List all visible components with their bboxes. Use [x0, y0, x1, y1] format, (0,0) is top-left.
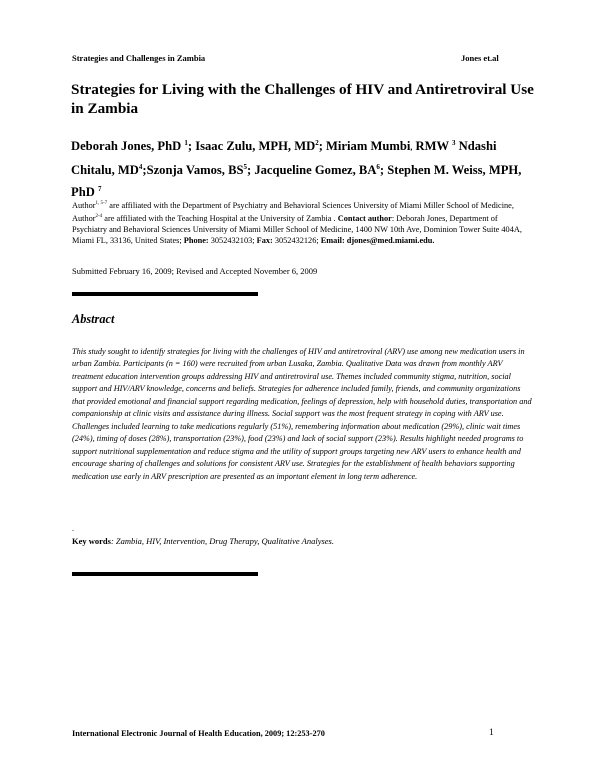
keywords-label: Key words — [72, 536, 111, 546]
abstract-heading: Abstract — [72, 312, 115, 326]
journal-citation-footer: International Electronic Journal of Health Education, 2009; 12:253-270 — [72, 729, 325, 738]
running-header-authors: Jones et.al — [461, 53, 499, 63]
keywords-line — [72, 536, 334, 546]
running-header-title: Strategies and Challenges in Zambia — [72, 53, 206, 63]
contact-email: djones@med.miami.edu. — [346, 236, 435, 246]
abstract-body: This study sought to identify strategies for living with the challenges of HIV and antiretroviral (ARV) use among new medication users in urban Zambia. Participants (n = 160) were recruited from urban Lusaka, Zambia. Qualitative Data was drawn from monthly ARV treatment education intervention groups addressing HIV and antiretroviral use. Themes included community stigma, nutrition, social support and HIV/ARV knowledge, concerns and beliefs. Strategies for adherence included family, friends, and community organizations that provided emotional and financial support regarding medication, feelings of depression, help with household duties, transportation and companionship at clinic visits and assistance during illness. Social support was the most frequent strategy in coping with ARV use. Challenges included learning to take medications regularly (51%), remembering information about medication (29%), clinic wait times (24%), timing of doses (28%), transportation (23%), food (23%) and lack of social support (23%). Results highlight needed programs to support nutritional supplementation and reduce stigma and the utility of support groups targeting new ARV users to enhance health and encourage sharing of challenges and solutions for consistent ARV use. Strategies for the establishment of health behaviors supporting medication use early in ARV prescription are presented as an important element in long term adherence. — [72, 347, 532, 481]
affiliation-block: Author$^{1, 5-7}$ are affiliated with the Department of Psychiatry and Behavioral Sciences University of Miami Miller School of Medicine, Author$^{2-4}$ are affiliated with the Teaching Hospital at the University of Zambia . Contact author: Deborah Jones, Department of Psychiatry and Behavioral Sciences University of Miami Miller School of Medicine, 1400 NW 10th Ave, Dominion Tower Suite 404A, Miami FL, 33136, United States; Phone: 3052432103; Fax: 3052432126; Email: djones@med.miami.edu. — [72, 200, 522, 246]
section-divider-bottom — [72, 572, 258, 576]
keywords-value: : Zambia, HIV, Intervention, Drug Therapy, Qualitative Analyses. — [110, 536, 334, 546]
section-divider-top — [72, 292, 258, 296]
contact-label: Contact author — [337, 213, 392, 223]
stray-dot: . — [72, 524, 74, 533]
page-number: 1 — [489, 728, 494, 738]
author-list: Deborah Jones, PhD $^1$; Isaac Zulu, MPH, $MD^2$; Miriam Mumbi, RMW $^3$ Ndashi Chitalu, $MD^4;Szonja$ Vamos, $BS^5$; Jacqueline Gomez, $BA^6$; Stephen M. Weiss, MPH, PhD $^7$ — [71, 139, 522, 200]
paper-title: Strategies for Living with the Challenges of HIV and Antiretroviral Use in Zambia — [71, 81, 534, 117]
submission-dates: Submitted February 16, 2009; Revised and Accepted November 6, 2009 — [72, 266, 318, 276]
